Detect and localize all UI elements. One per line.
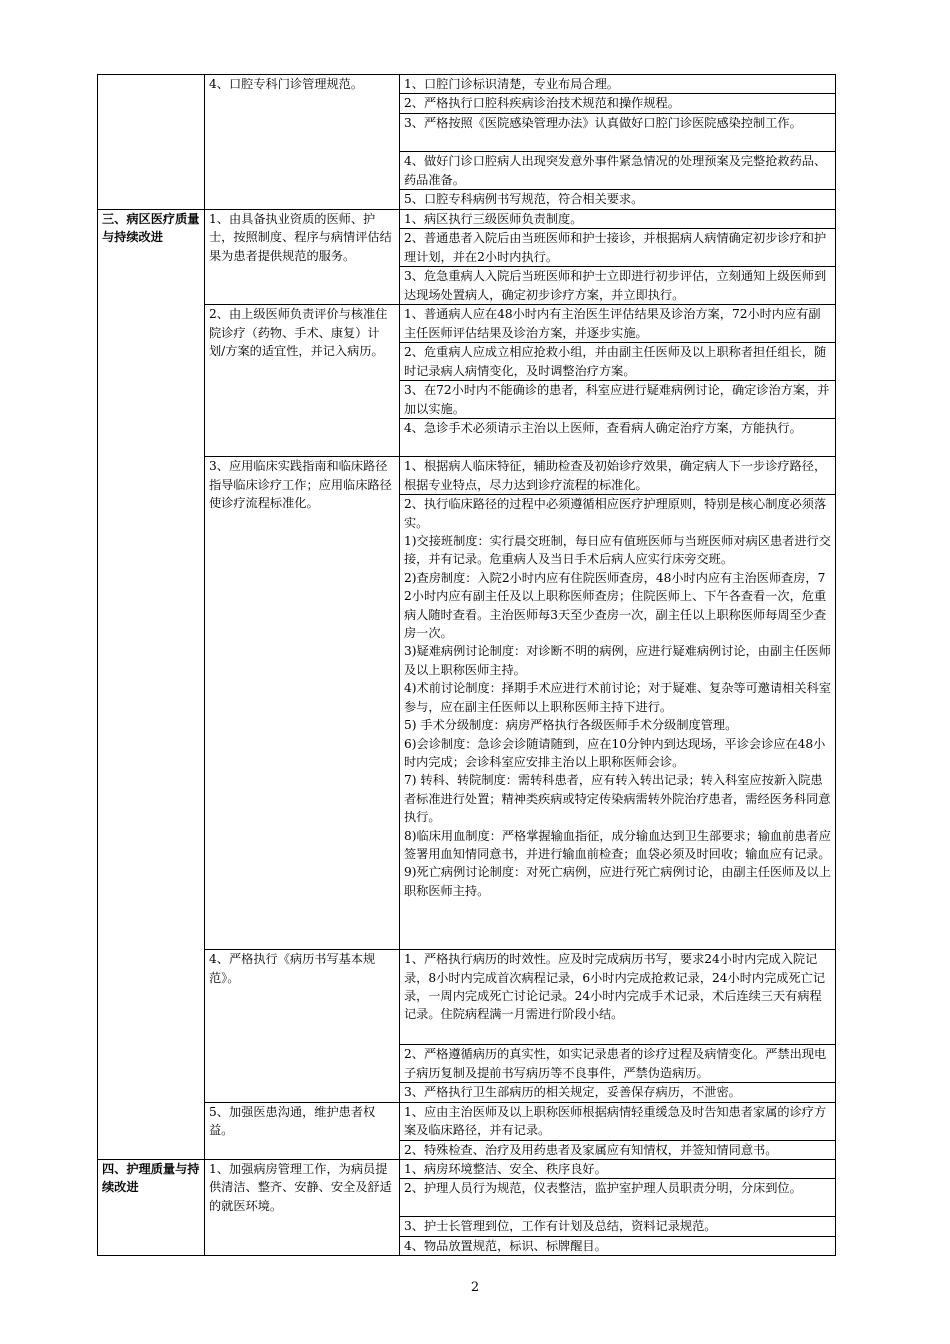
criterion-item: 1、病房环境整洁、安全、秩序良好。 [400, 1160, 836, 1179]
criterion-item [400, 495, 836, 950]
criterion-item: 3、在72小时内不能确诊的患者，科室应进行疑难病例讨论，确定诊治方案，并加以实施。 [400, 381, 836, 419]
criterion-item: 1、应由主治医师及以上职称医师根据病情轻重缓急及时告知患者家属的诊疗方案及临床路径，并有记录。 [400, 1102, 836, 1140]
criterion-item: 1、普通病人应在48小时内有主治医生评估结果及诊治方案，72小时内应有副主任医师评估结果及诊治方案，并逐步实施。 [400, 305, 836, 343]
table-row [98, 75, 836, 94]
table-row [98, 950, 836, 1045]
criterion-item: 1、病区执行三级医师负责制度。 [400, 209, 836, 228]
page-number: 2 [470, 1280, 480, 1295]
criterion-item: 3、严格执行卫生部病历的相关规定，妥善保存病历，不泄密。 [400, 1083, 836, 1102]
table-row [98, 209, 836, 228]
criterion-subitem: 2、执行临床路径的过程中必须遵循相应医疗护理原则，特别是核心制度必须落实。 [404, 497, 827, 530]
criterion-item: 2、护理人员行为规范，仪表整洁，监护室护理人员职责分明，分床到位。 [400, 1179, 836, 1217]
criterion-item: 1、根据病人临床特征，辅助检查及初始诊疗效果，确定病人下一步诊疗路径，根据专业特点，尽力达到诊疗流程的标准化。 [400, 457, 836, 495]
standards-table [97, 74, 836, 1256]
criterion-item: 3、护士长管理到位，工作有计划及总结，资料记录规范。 [400, 1217, 836, 1236]
standards-table-body [98, 75, 836, 1256]
criterion-subitem: 4)术前讨论制度：择期手术应进行术前讨论；对于疑难、复杂等可邀请相关科室参与，应在副主任医师以上职称医师主持下进行。 [404, 681, 831, 714]
criterion-item: 2、特殊检查、治疗及用药患者及家属应有知情权，并签知情同意书。 [400, 1140, 836, 1159]
standard-text: 1、由具备执业资质的医师、护士，按照制度、程序与病情评估结果为患者提供规范的服务。 [205, 209, 400, 304]
table-row [98, 305, 836, 343]
standard-text: 4、口腔专科门诊管理规范。 [205, 75, 400, 210]
criterion-item: 5、口腔专科病例书写规范，符合相关要求。 [400, 190, 836, 209]
criterion-subitem: 1)交接班制度：实行晨交班制，每日应有值班医师与当班医师对病区患者进行交接，并有记录。危重病人及当日手术后病人应实行床旁交班。 [404, 534, 831, 567]
criterion-item: 2、危重病人应成立相应抢救小组，并由副主任医师及以上职称者担任组长，随时记录病人病情变化，及时调整治疗方案。 [400, 343, 836, 381]
criterion-item: 2、普通患者入院后由当班医师和护士接诊，并根据病人病情确定初步诊疗和护理计划，并在2小时内执行。 [400, 229, 836, 267]
section-title [98, 75, 205, 210]
standard-text: 4、严格执行《病历书写基本规范》。 [205, 950, 400, 1102]
table-row [98, 457, 836, 495]
criterion-item: 4、做好门诊口腔病人出现突发意外事件紧急情况的处理预案及完整抢救药品、药品准备。 [400, 152, 836, 190]
criterion-item: 3、危急重病人入院后当班医师和护士立即进行初步评估，立刻通知上级医师到达现场处置病人，确定初步诊疗方案，并立即执行。 [400, 267, 836, 305]
criterion-subitem: 2)查房制度：入院2小时内应有住院医师查房，48小时内应有主治医师查房，72小时内应有副主任及以上职称医师查房；住院医师上、下午各查看一次，危重病人随时查看。主治医师每3天至少查房一次，副主任以上职称医师每周至少查房一次。 [404, 570, 827, 641]
section-title: 三、病区医疗质量与持续改进 [98, 209, 205, 1159]
criterion-subitem: 5) 手术分级制度：病房严格执行各级医师手术分级制度管理。 [404, 718, 738, 733]
criterion-subitem: 7) 转科、转院制度：需转科患者，应有转入转出记录；转入科室应按新入院患者标准进行处置；精神类疾病或特定传染病需转外院治疗患者，需经医务科同意执行。 [404, 773, 831, 825]
standard-text: 3、应用临床实践指南和临床路径指导临床诊疗工作；应用临床路径使诊疗流程标准化。 [205, 457, 400, 950]
section-title: 四、护理质量与持续改进 [98, 1160, 205, 1256]
criterion-item: 4、急诊手术必须请示主治以上医师，查看病人确定治疗方案，方能执行。 [400, 419, 836, 457]
table-row [98, 1102, 836, 1140]
standard-text: 2、由上级医师负责评价与核准住院诊疗（药物、手术、康复）计划/方案的适宜性，并记入病历。 [205, 305, 400, 457]
criterion-item: 1、严格执行病历的时效性。应及时完成病历书写，要求24小时内完成入院记录，8小时内完成首次病程记录，6小时内完成抢救记录，24小时内完成死亡记录，一周内完成死亡讨论记录。24小时内完成手术记录，术后连续三天有病程记录。住院病程满一月需进行阶段小结。 [400, 950, 836, 1045]
table-row [98, 1160, 836, 1179]
criterion-subitem: 6)会诊制度：急诊会诊随请随到，应在10分钟内到达现场，平诊会诊应在48小时内完成；会诊科室应安排主治以上职称医师会诊。 [404, 736, 826, 769]
criterion-item: 1、口腔门诊标识清楚，专业布局合理。 [400, 75, 836, 94]
criterion-subitem: 3)疑难病例讨论制度：对诊断不明的病例，应进行疑难病例讨论，由副主任医师及以上职称医师主持。 [404, 644, 831, 677]
standard-text: 5、加强医患沟通，维护患者权益。 [205, 1102, 400, 1159]
criterion-item: 4、物品放置规范，标识、标牌醒目。 [400, 1236, 836, 1255]
criterion-subitem: 8)临床用血制度：严格掌握输血指征，成分输血达到卫生部要求；输血前患者应签署用血知情同意书，并进行输血前检查；血袋必须及时回收；输血应有记录。 [404, 828, 831, 861]
criterion-item: 2、严格遵循病历的真实性，如实记录患者的诊疗过程及病情变化。严禁出现电子病历复制及提前书写病历等不良事件，严禁伪造病历。 [400, 1045, 836, 1083]
criterion-subitem: 9)死亡病例讨论制度：对死亡病例，应进行死亡病例讨论，由副主任医师及以上职称医师主持。 [404, 865, 831, 898]
criterion-item: 3、严格按照《医院感染管理办法》认真做好口腔门诊医院感染控制工作。 [400, 114, 836, 152]
standard-text: 1、加强病房管理工作，为病员提供清洁、整齐、安静、安全及舒适的就医环境。 [205, 1160, 400, 1256]
criterion-item: 2、严格执行口腔科疾病诊治技术规范和操作规程。 [400, 94, 836, 114]
